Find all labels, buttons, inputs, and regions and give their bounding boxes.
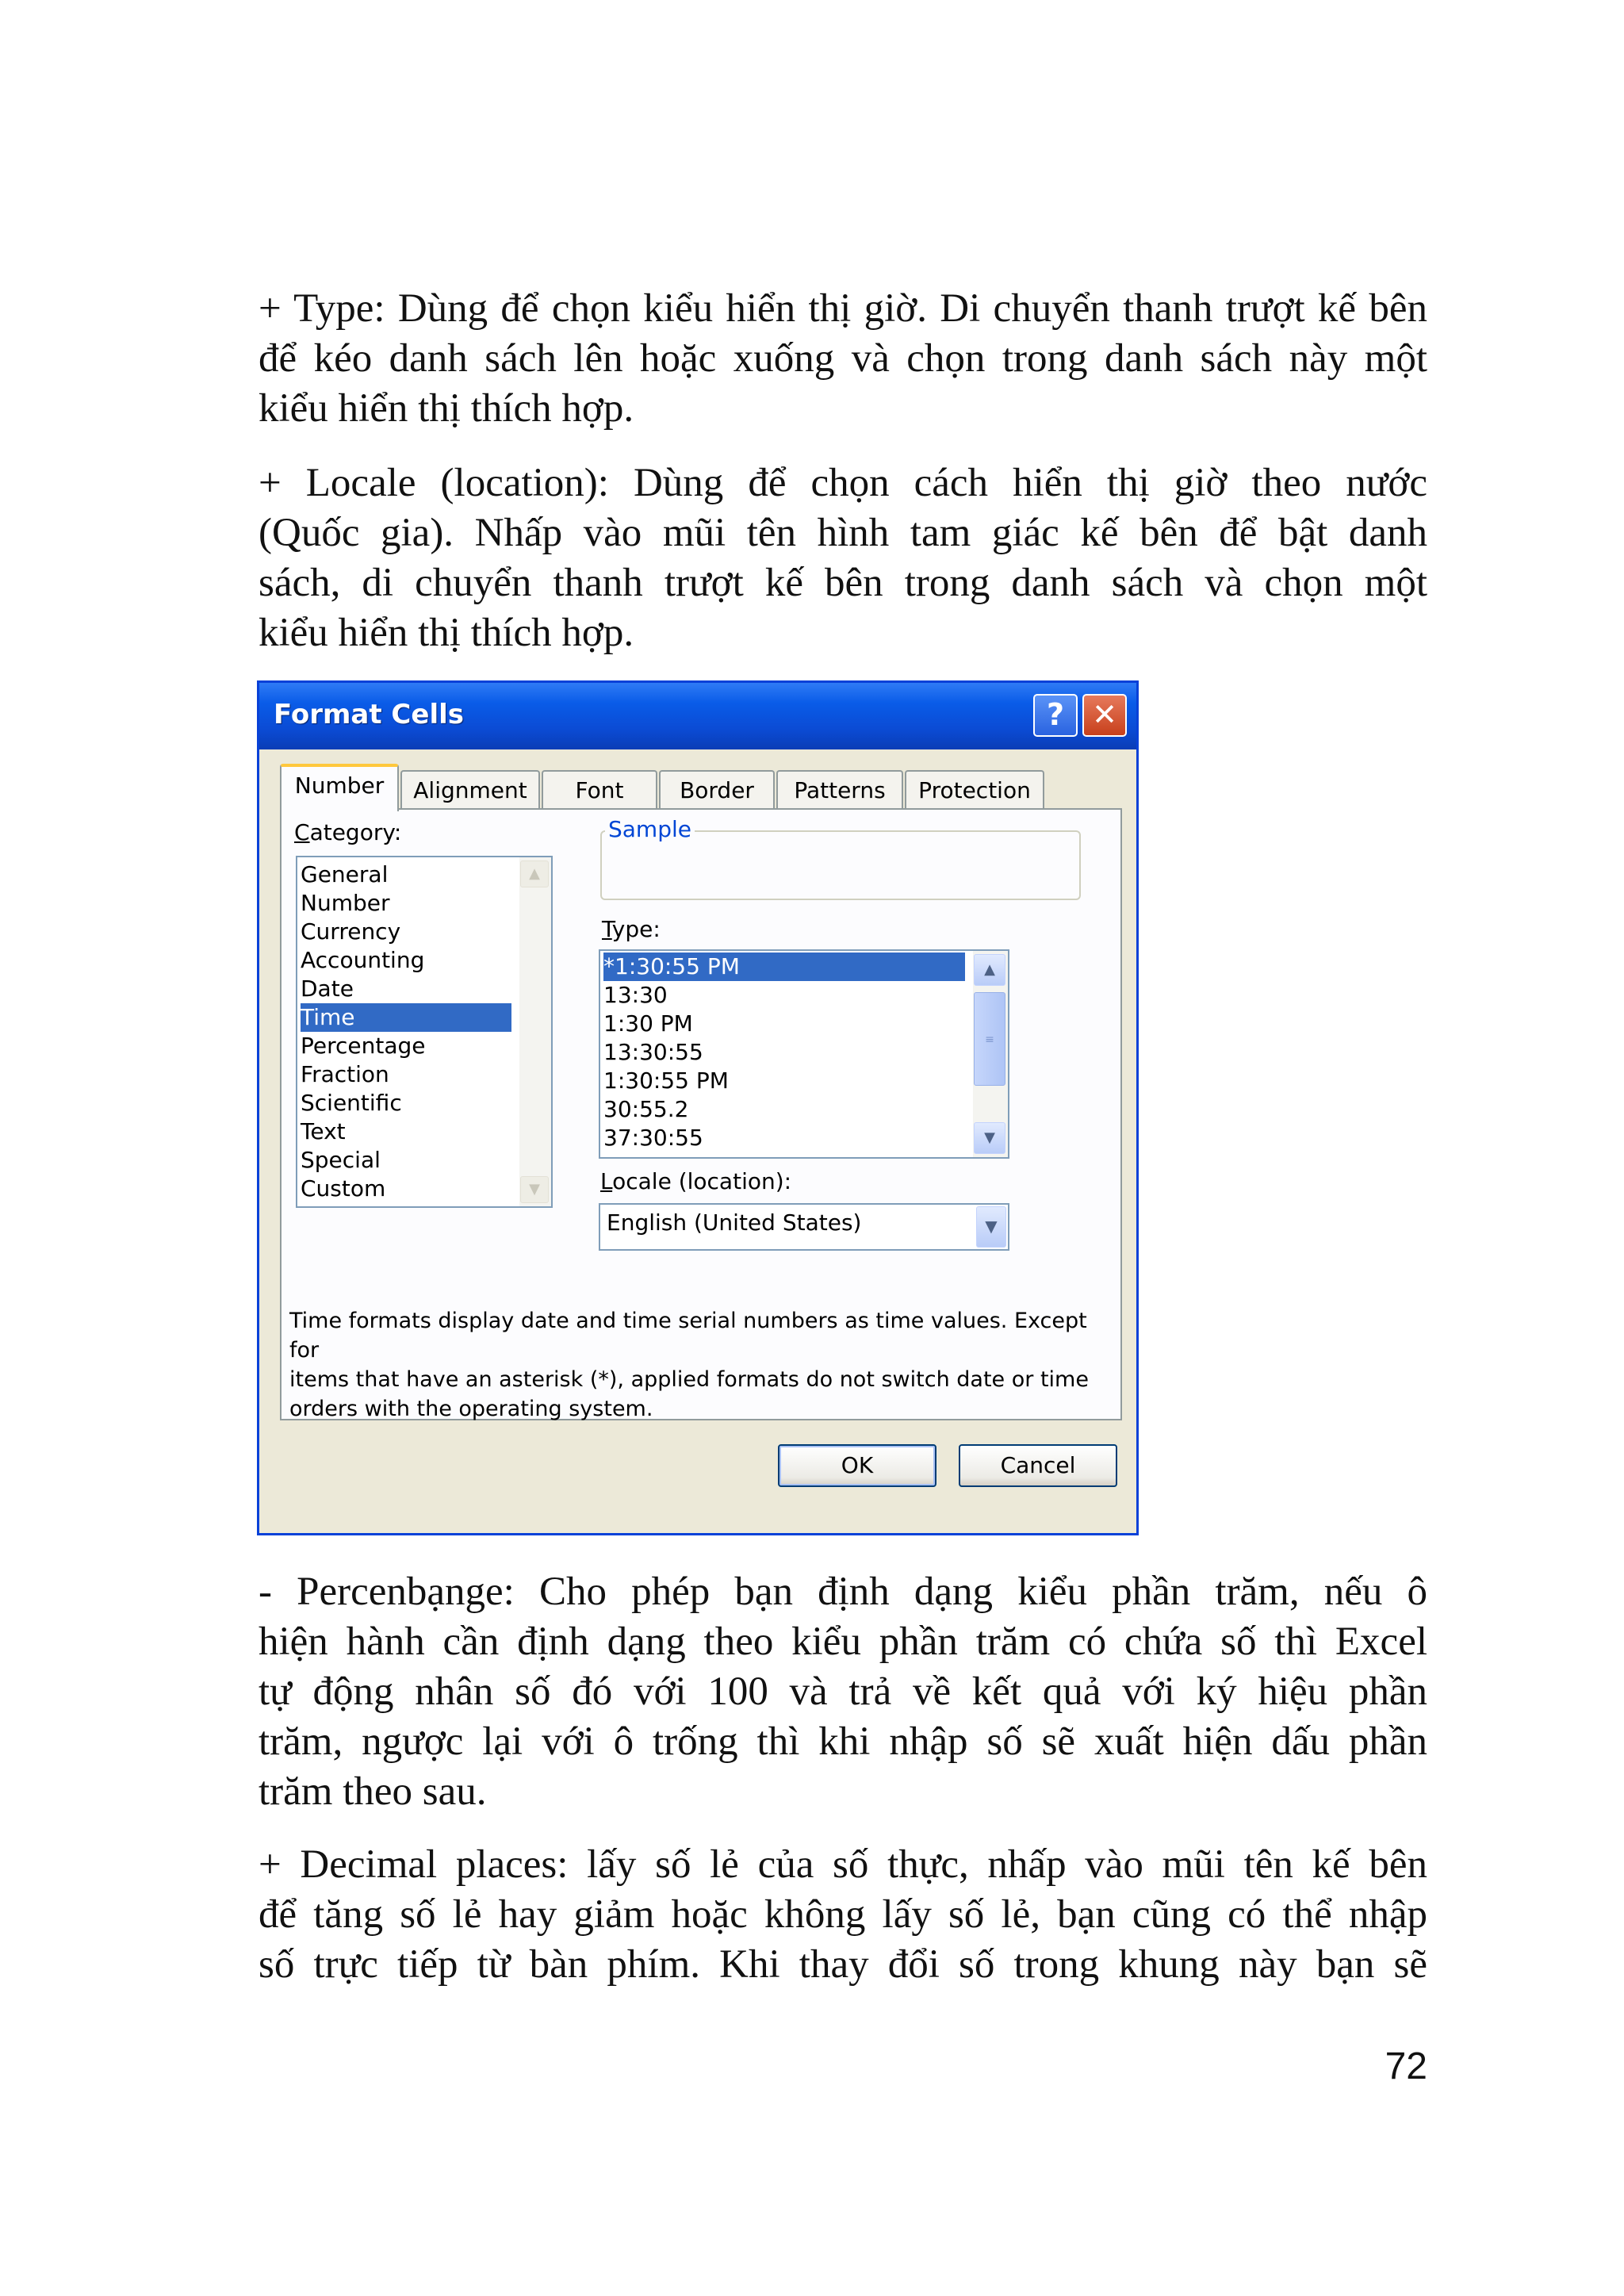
text-line: trăm, ngược lại với ô trống thì khi nhập số sẽ xuất hiện dấu phần [259,1719,1427,1764]
list-item-selected[interactable]: Time [301,1003,511,1032]
scroll-up-icon[interactable]: ▲ [520,861,549,887]
format-cells-dialog [257,680,1139,1535]
tab-border[interactable]: Border [659,770,775,810]
list-item[interactable]: Number [301,890,390,916]
cancel-button[interactable]: Cancel [959,1444,1117,1487]
format-description [289,1306,1114,1424]
paragraph-locale [259,458,1427,658]
list-item[interactable]: Custom [301,1175,386,1202]
text-line: để tăng số lẻ hay giảm hoặc không lấy số lẻ, bạn cũng có thể nhập [259,1892,1427,1937]
text-line: để kéo danh sách lên hoặc xuống và chọn trong danh sách này một [259,336,1427,381]
list-item[interactable]: 13:30 [603,982,668,1008]
paragraph-decimal-places [259,1840,1427,1990]
help-icon: ? [1046,697,1065,732]
scroll-down-icon[interactable]: ▼ [520,1176,549,1203]
type-label: Type: [602,916,661,942]
paragraph-type [259,284,1427,434]
sample-label: Sample [605,816,695,842]
text-line: số trực tiếp từ bàn phím. Khi thay đổi số trong khung này bạn sẽ [259,1942,1427,1987]
text-line: kiểu hiển thị thích hợp. [259,611,634,655]
dialog-title: Format Cells [274,699,464,730]
type-listbox[interactable] [599,949,1009,1159]
tab-number[interactable]: Number [280,764,399,811]
close-button[interactable] [1082,694,1127,737]
text-line: + Locale (location): Dùng để chọn cách hiển thị giờ theo nước [259,461,1427,505]
text-line: tự động nhân số đó với 100 và trả về kết quả với ký hiệu phần [259,1669,1427,1714]
category-label: Category: [294,819,402,845]
tab-font[interactable]: Font [542,770,657,810]
text-line: + Type: Dùng để chọn kiểu hiển thị giờ. Di chuyển thanh trượt kế bên [259,286,1427,331]
text-line: - Percenbạnge: Cho phép bạn định dạng kiểu phần trăm, nếu ô [259,1570,1427,1614]
text-line: trăm theo sau. [259,1769,487,1814]
locale-value: English (United States) [607,1209,862,1236]
list-item[interactable]: 30:55.2 [603,1096,689,1122]
tab-protection[interactable]: Protection [905,770,1044,810]
category-scrollbar[interactable] [519,857,551,1206]
ok-button[interactable]: OK [778,1444,936,1487]
description-line: orders with the operating system. [289,1397,653,1421]
text-line: sách, di chuyển thanh trượt kế bên trong danh sách và chọn một [259,561,1427,605]
chevron-down-icon[interactable]: ▼ [976,1206,1006,1248]
list-item[interactable]: Scientific [301,1090,402,1116]
description-line: items that have an asterisk (*), applied formats do not switch date or time [289,1367,1089,1392]
list-item[interactable]: 1:30 PM [603,1010,693,1037]
type-scrollbar[interactable] [973,951,1008,1157]
locale-label: Locale (location): [600,1168,792,1194]
list-item[interactable]: 1:30:55 PM [603,1068,729,1094]
list-item-selected[interactable]: *1:30:55 PM [603,953,965,981]
scroll-thumb[interactable]: ≡ [974,992,1005,1086]
scroll-down-icon[interactable]: ▼ [974,1122,1005,1154]
list-item[interactable]: Text [301,1118,346,1144]
text-line: + Decimal places: lấy số lẻ của số thực, nhấp vào mũi tên kế bên [259,1842,1427,1887]
scroll-up-icon[interactable]: ▲ [974,954,1005,986]
page-number: 72 [1385,2045,1427,2087]
close-icon: ✕ [1092,697,1117,732]
paragraph-percentage [259,1567,1427,1817]
list-item[interactable]: Accounting [301,947,425,973]
tab-alignment[interactable]: Alignment [400,770,540,810]
tab-patterns[interactable]: Patterns [776,770,903,810]
list-item[interactable]: 13:30:55 [603,1039,703,1065]
locale-select[interactable] [599,1203,1009,1251]
list-item[interactable]: Percentage [301,1033,426,1059]
list-item[interactable]: General [301,861,389,887]
list-item[interactable]: Date [301,976,354,1002]
text-line: (Quốc gia). Nhấp vào mũi tên hình tam giác kế bên để bật danh [259,511,1427,555]
category-listbox[interactable] [296,856,553,1208]
dialog-titlebar[interactable] [259,683,1136,749]
list-item[interactable]: 37:30:55 [603,1125,703,1151]
description-line: Time formats display date and time serial numbers as time values. Except for [289,1309,1087,1363]
list-item[interactable]: Currency [301,918,401,945]
text-line: hiện hành cần định dạng theo kiểu phần trăm có chứa số thì Excel [259,1619,1427,1664]
list-item[interactable]: Fraction [301,1061,389,1087]
list-item[interactable]: Special [301,1147,381,1173]
text-line: kiểu hiển thị thích hợp. [259,386,634,431]
help-button[interactable] [1033,694,1078,737]
